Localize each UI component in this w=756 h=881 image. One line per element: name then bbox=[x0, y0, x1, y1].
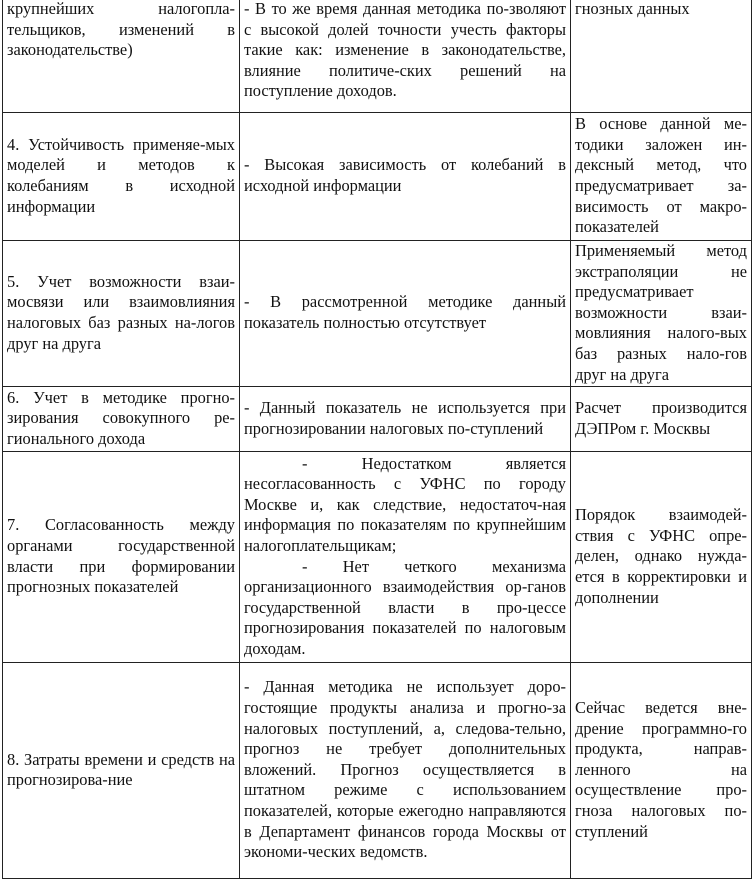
table-row bbox=[3, 452, 752, 663]
note-cell bbox=[571, 113, 752, 241]
shortcoming-paragraph: - Нет четкого механизма организационного взаимодействия ор-ганов государственной власти в про-цессе прогнозирования показателей по налоговым доходам. bbox=[244, 556, 566, 659]
note-text: В основе данной ме-тодики заложен ин-дексный метод, что предусматривает за-висимость от макро-показателей bbox=[575, 114, 747, 237]
note-cell bbox=[571, 663, 752, 879]
shortcoming-text: - В рассмотренной методике данный показатель полностью отсутствует bbox=[244, 292, 566, 333]
table-row bbox=[3, 0, 752, 113]
shortcoming-cell bbox=[240, 113, 571, 241]
criterion-cell bbox=[3, 663, 240, 879]
shortcoming-cell bbox=[240, 663, 571, 879]
note-text: Расчет производится ДЭПРом г. Москвы bbox=[575, 398, 747, 438]
note-cell bbox=[571, 241, 752, 387]
criterion-text: 5. Учет возможности взаи-мосвязи или взаимовлияния налоговых баз разных на-логов друг на друга bbox=[7, 271, 235, 353]
note-text: гнозных данных bbox=[575, 0, 690, 18]
shortcoming-cell bbox=[240, 0, 571, 113]
shortcoming-paragraph: - Недостатком является несогласованность с УФНС по городу Москве и, как следствие, недостаточ-ная информация по показателям по крупнейшим налогоплательщикам; bbox=[244, 453, 566, 556]
shortcoming-text: - Данный показатель не используется при прогнозировании налоговых по-ступлений bbox=[244, 398, 566, 438]
table-row bbox=[3, 663, 752, 879]
criterion-text: 7. Согласованность между органами государственной власти при формировании прогнозных показателей bbox=[7, 515, 235, 597]
note-text: Применяемый метод экстраполяции не предусматривает возможности взаи-мовлияния налого-вых баз разных нало-гов друг на друга bbox=[575, 241, 747, 384]
note-cell bbox=[571, 452, 752, 663]
criterion-text: 8. Затраты времени и средств на прогнозирова-ние bbox=[7, 749, 235, 790]
criterion-cell bbox=[3, 387, 240, 452]
criterion-cell bbox=[3, 452, 240, 663]
methodology-assessment-table bbox=[2, 0, 752, 879]
table-row bbox=[3, 387, 752, 452]
note-cell bbox=[571, 387, 752, 452]
shortcoming-text: - Высокая зависимость от колебаний в исходной информации bbox=[244, 155, 566, 195]
shortcoming-text: - В то же время данная методика по-зволяют с высокой долей точности учесть факторы такие как: изменение в законодательстве, влияние политиче-ских решений на поступление доходов. bbox=[244, 0, 566, 101]
table-row bbox=[3, 113, 752, 241]
criterion-cell bbox=[3, 241, 240, 387]
shortcoming-text: - Данная методика не использует доро-гостоящие продукты анализа и прогно-за налоговых поступлений, а, следова-тельно, прогноз не требует дополнительных вложений. Прогноз осуществляется в штатном режиме с использованием показателей, которые ежегодно направляются в Департамент финансов города Москвы от экономи-ческих ведомств. bbox=[244, 677, 566, 862]
shortcoming-cell bbox=[240, 241, 571, 387]
criterion-text: 4. Устойчивость применяе-мых моделей и методов к колебаниям в исходной информации bbox=[7, 134, 235, 216]
shortcoming-cell bbox=[240, 387, 571, 452]
shortcoming-cell bbox=[240, 452, 571, 663]
note-cell bbox=[571, 0, 752, 113]
note-text: Сейчас ведется вне-дрение программно-го продукта, направ-ленного на осуществление про-гноза налоговых по-ступлений bbox=[575, 698, 747, 841]
criterion-cell bbox=[3, 113, 240, 241]
table-row bbox=[3, 241, 752, 387]
note-text: Порядок взаимодей-ствия с УФНС опре-делен, однако нужда-ется в корректировки и дополнении bbox=[575, 505, 747, 607]
criterion-text: 6. Учет в методике прогно-зирования совокупного ре-гионального дохода bbox=[7, 387, 235, 448]
criterion-cell bbox=[3, 0, 240, 113]
criterion-text: крупнейших налогопла-тельщиков, изменений в законодательстве) bbox=[7, 0, 235, 60]
